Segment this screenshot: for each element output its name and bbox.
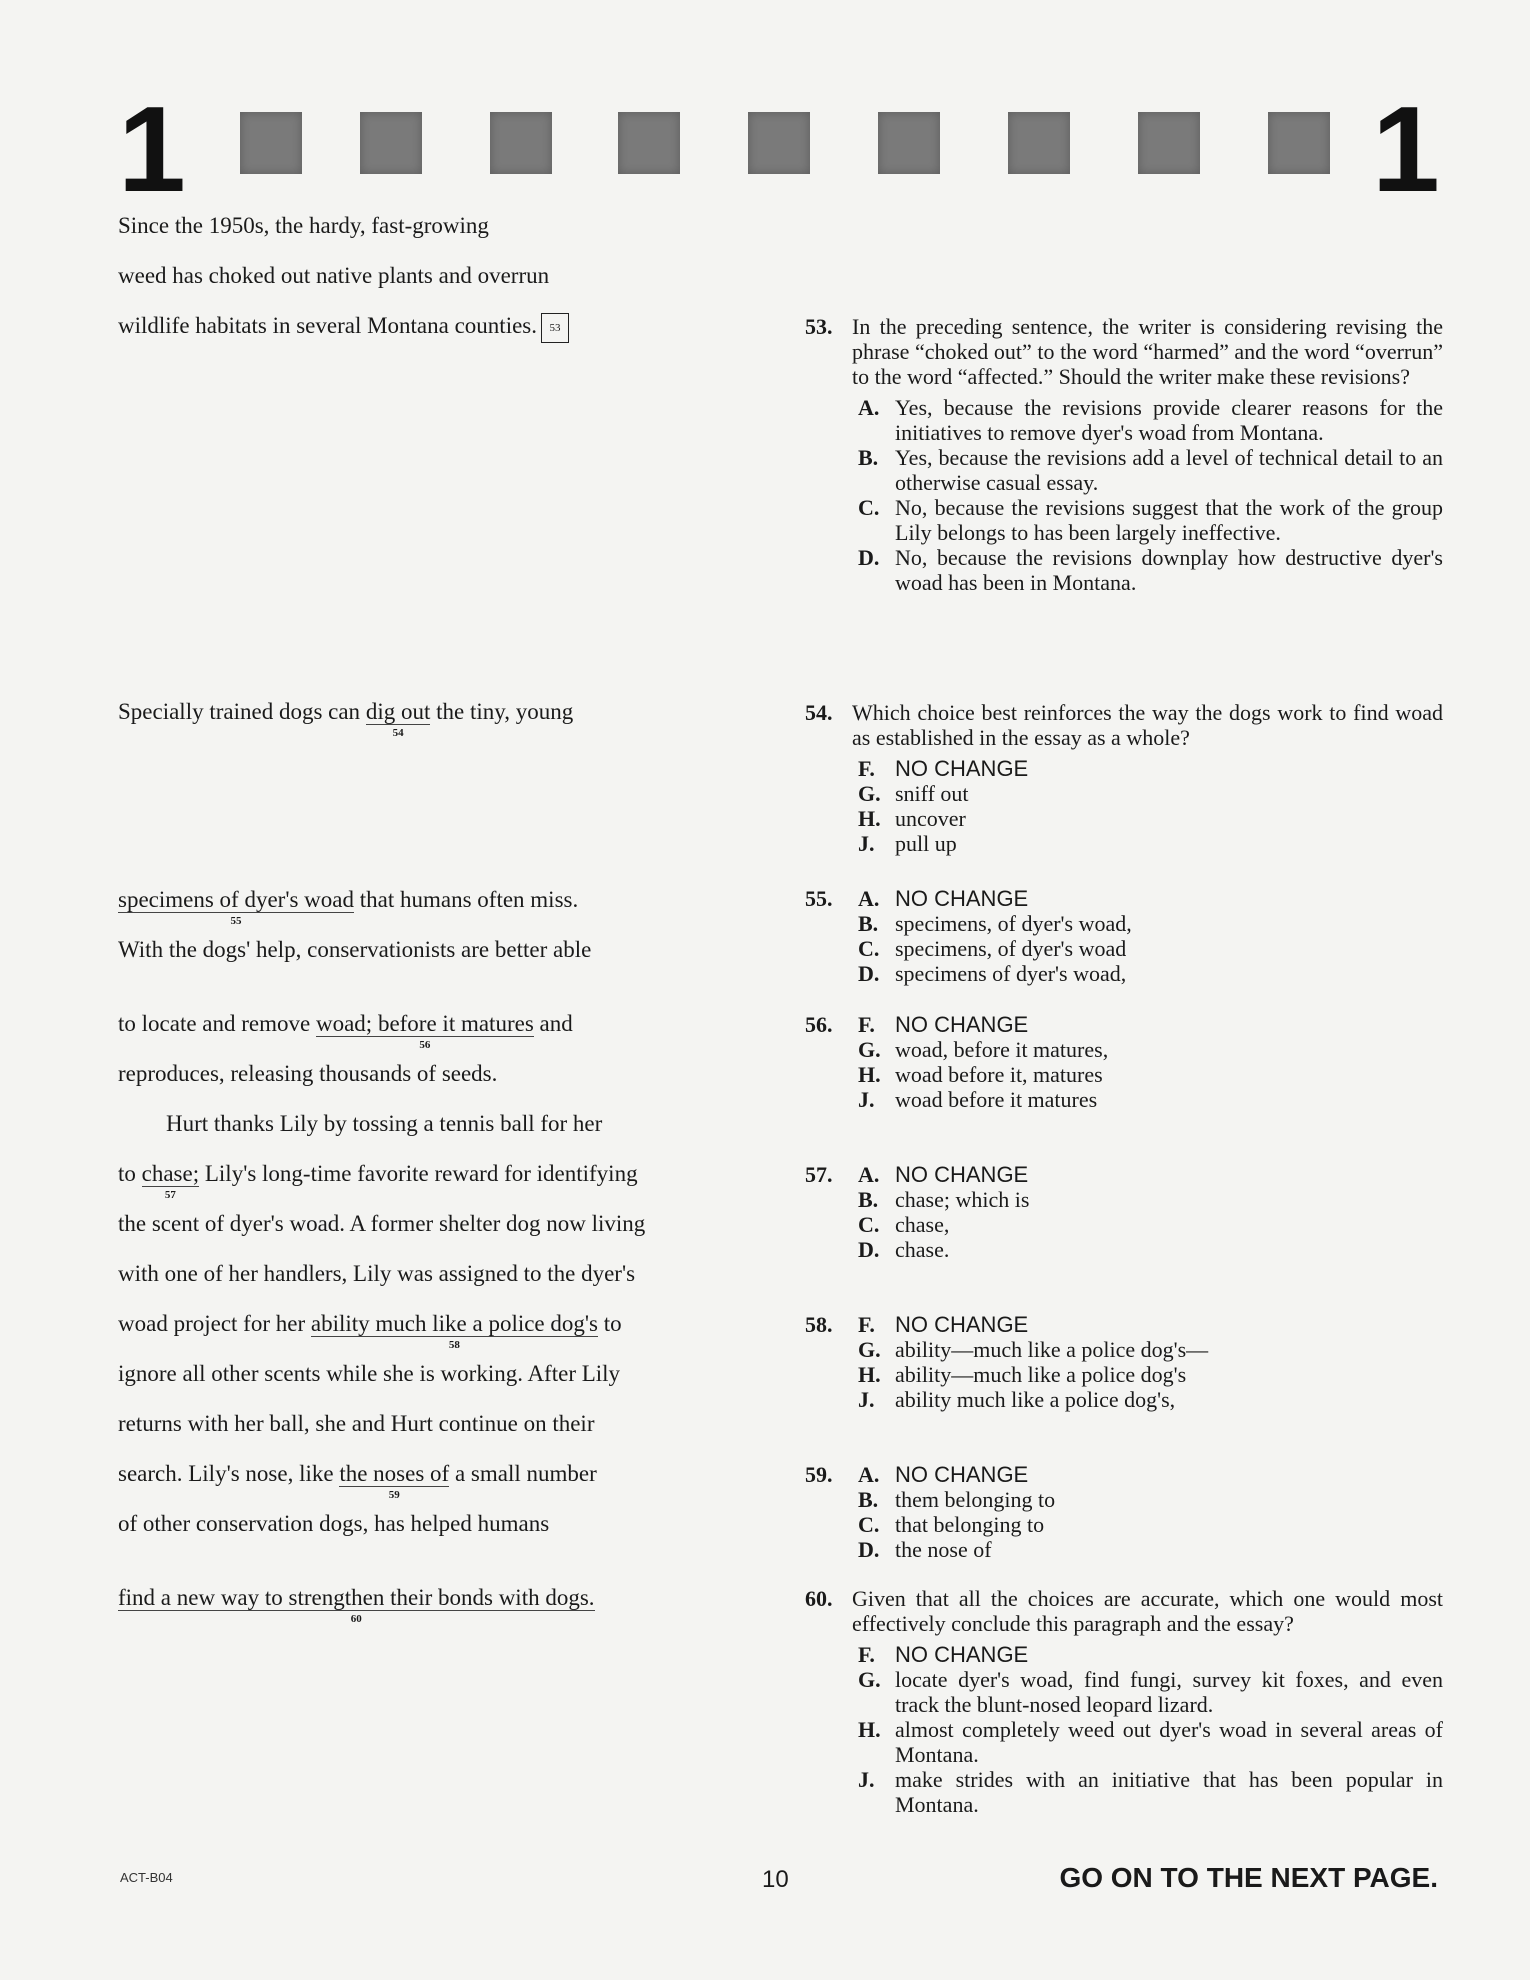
- answer-option[interactable]: D. specimens of dyer's woad,: [858, 961, 1127, 986]
- passage-line: ignore all other scents while she is working. After Lily: [118, 1361, 621, 1386]
- question-number: 58.: [805, 1312, 833, 1337]
- answer-option[interactable]: D. No, because the revisions downplay how destructive dyer's woad has been in Montana.: [858, 545, 1443, 595]
- answer-option[interactable]: B. specimens, of dyer's woad,: [858, 911, 1132, 936]
- answer-option[interactable]: A. NO CHANGE: [858, 886, 1029, 911]
- question-number: 57.: [805, 1162, 833, 1187]
- header-square: [748, 112, 810, 174]
- underlined-57[interactable]: chase; 57: [141, 1161, 200, 1201]
- answer-option[interactable]: H. almost completely weed out dyer's woad in several areas of Montana.: [858, 1717, 1443, 1767]
- passage-line: reproduces, releasing thousands of seeds.: [118, 1061, 498, 1086]
- answer-option[interactable]: C. that belonging to: [858, 1512, 1045, 1537]
- passage-line: Specially trained dogs can dig out 54 the tiny, young: [118, 699, 574, 739]
- question-number: 60.: [805, 1586, 833, 1611]
- passage-line: weed has choked out native plants and overrun: [118, 263, 550, 288]
- form-code: ACT-B04: [120, 1870, 173, 1885]
- section-number-left: 1: [118, 81, 186, 217]
- answer-option[interactable]: J. ability much like a police dog's,: [858, 1387, 1176, 1412]
- passage-line: of other conservation dogs, has helped humans: [118, 1511, 550, 1536]
- answer-option[interactable]: B. them belonging to: [858, 1487, 1056, 1512]
- question-53: [805, 314, 1443, 595]
- question-number: 53.: [805, 314, 833, 339]
- underlined-60[interactable]: find a new way to strengthen their bonds with dogs. 60: [118, 1585, 595, 1625]
- answer-option[interactable]: F. NO CHANGE: [858, 1012, 1029, 1037]
- underlined-59[interactable]: the noses of 59: [339, 1461, 450, 1501]
- answer-option[interactable]: F. NO CHANGE: [858, 756, 1029, 781]
- passage-line: wildlife habitats in several Montana counties. 53: [118, 312, 569, 343]
- next-page-instruction: GO ON TO THE NEXT PAGE.: [1059, 1862, 1438, 1893]
- answer-option[interactable]: F. NO CHANGE: [858, 1312, 1029, 1337]
- question-stem: Which choice best reinforces the way the dogs work to find woad as established in the essay as a whole?: [852, 700, 1443, 750]
- answer-option[interactable]: C. specimens, of dyer's woad: [858, 936, 1127, 961]
- answer-option[interactable]: G. sniff out: [858, 781, 969, 806]
- answer-option[interactable]: J. make strides with an initiative that has been popular in Montana.: [858, 1767, 1443, 1817]
- passage-line: search. Lily's nose, like the noses of 59 a small number: [118, 1461, 597, 1501]
- question-54: [805, 700, 1443, 856]
- answer-option[interactable]: G. ability—much like a police dog's—: [858, 1337, 1209, 1362]
- answer-option[interactable]: H. uncover: [858, 806, 966, 831]
- passage-line: to locate and remove woad; before it matures 56 and: [118, 1011, 573, 1051]
- underlined-56[interactable]: woad; before it matures 56: [315, 1011, 534, 1051]
- answer-option[interactable]: G. woad, before it matures,: [858, 1037, 1109, 1062]
- question-60: [805, 1586, 1443, 1817]
- question-stem: Given that all the choices are accurate, which one would most effectively conclude this paragraph and the essay?: [852, 1586, 1443, 1636]
- answer-option[interactable]: C. chase,: [858, 1212, 950, 1237]
- question-55: [805, 886, 1443, 986]
- header-square: [618, 112, 680, 174]
- answer-option[interactable]: A. NO CHANGE: [858, 1462, 1029, 1487]
- answer-option[interactable]: F. NO CHANGE: [858, 1642, 1029, 1667]
- underlined-55[interactable]: specimens of dyer's woad 55: [118, 887, 354, 927]
- header-square: [240, 112, 302, 174]
- answer-option[interactable]: D. chase.: [858, 1237, 950, 1262]
- question-59: [805, 1462, 1443, 1562]
- section-number-right: 1: [1372, 81, 1440, 217]
- passage-line: returns with her ball, she and Hurt continue on their: [118, 1411, 595, 1436]
- passage-line: With the dogs' help, conservationists are better able: [118, 937, 592, 962]
- question-number: 54.: [805, 700, 833, 725]
- answer-option[interactable]: D. the nose of: [858, 1537, 992, 1562]
- answer-option[interactable]: J. woad before it matures: [858, 1087, 1098, 1112]
- answer-option[interactable]: G. locate dyer's woad, find fungi, survey kit foxes, and even track the blunt-nosed leopard lizard.: [858, 1667, 1443, 1717]
- underlined-58[interactable]: ability much like a police dog's 58: [310, 1311, 598, 1351]
- passage-line: specimens of dyer's woad 55 that humans often miss.: [118, 887, 579, 927]
- header-square: [1008, 112, 1070, 174]
- header-square: [490, 112, 552, 174]
- header-square: [1138, 112, 1200, 174]
- passage-line: Hurt thanks Lily by tossing a tennis ball for her: [166, 1111, 603, 1136]
- answer-option[interactable]: A. NO CHANGE: [858, 1162, 1029, 1187]
- passage-line: with one of her handlers, Lily was assigned to the dyer's: [118, 1261, 636, 1286]
- question-58: [805, 1312, 1443, 1412]
- header-square: [1268, 112, 1330, 174]
- header-square: [878, 112, 940, 174]
- question-stem: In the preceding sentence, the writer is considering revising the phrase “choked out” to the word “harmed” and the word “overrun” to the word “affected.” Should the writer make these revisions?: [852, 314, 1443, 389]
- question-number: 56.: [805, 1012, 833, 1037]
- answer-option[interactable]: A. Yes, because the revisions provide clearer reasons for the initiatives to remove dyer's woad from Montana.: [858, 395, 1443, 445]
- question-number: 55.: [805, 886, 833, 911]
- answer-option[interactable]: B. Yes, because the revisions add a level of technical detail to an otherwise casual essay.: [858, 445, 1443, 495]
- passage-line: the scent of dyer's woad. A former shelter dog now living: [118, 1211, 646, 1236]
- answer-option[interactable]: C. No, because the revisions suggest that the work of the group Lily belongs to has been largely ineffective.: [858, 495, 1443, 545]
- question-56: [805, 1012, 1443, 1112]
- answer-option[interactable]: H. woad before it, matures: [858, 1062, 1103, 1087]
- passage-line: woad project for her ability much like a police dog's 58 to: [118, 1311, 622, 1351]
- question-box-53[interactable]: 53: [541, 313, 569, 343]
- answer-option[interactable]: J. pull up: [858, 831, 957, 856]
- underlined-54[interactable]: dig out 54: [365, 699, 431, 739]
- answer-option[interactable]: B. chase; which is: [858, 1187, 1030, 1212]
- header-square: [360, 112, 422, 174]
- passage-line: [118, 1584, 595, 1625]
- passage-line: to chase; 57 Lily's long-time favorite reward for identifying: [118, 1161, 638, 1201]
- question-57: [805, 1162, 1443, 1262]
- answer-option[interactable]: H. ability—much like a police dog's: [858, 1362, 1187, 1387]
- passage-line: Since the 1950s, the hardy, fast-growing: [118, 213, 489, 238]
- question-number: 59.: [805, 1462, 833, 1487]
- page-number: 10: [762, 1866, 789, 1893]
